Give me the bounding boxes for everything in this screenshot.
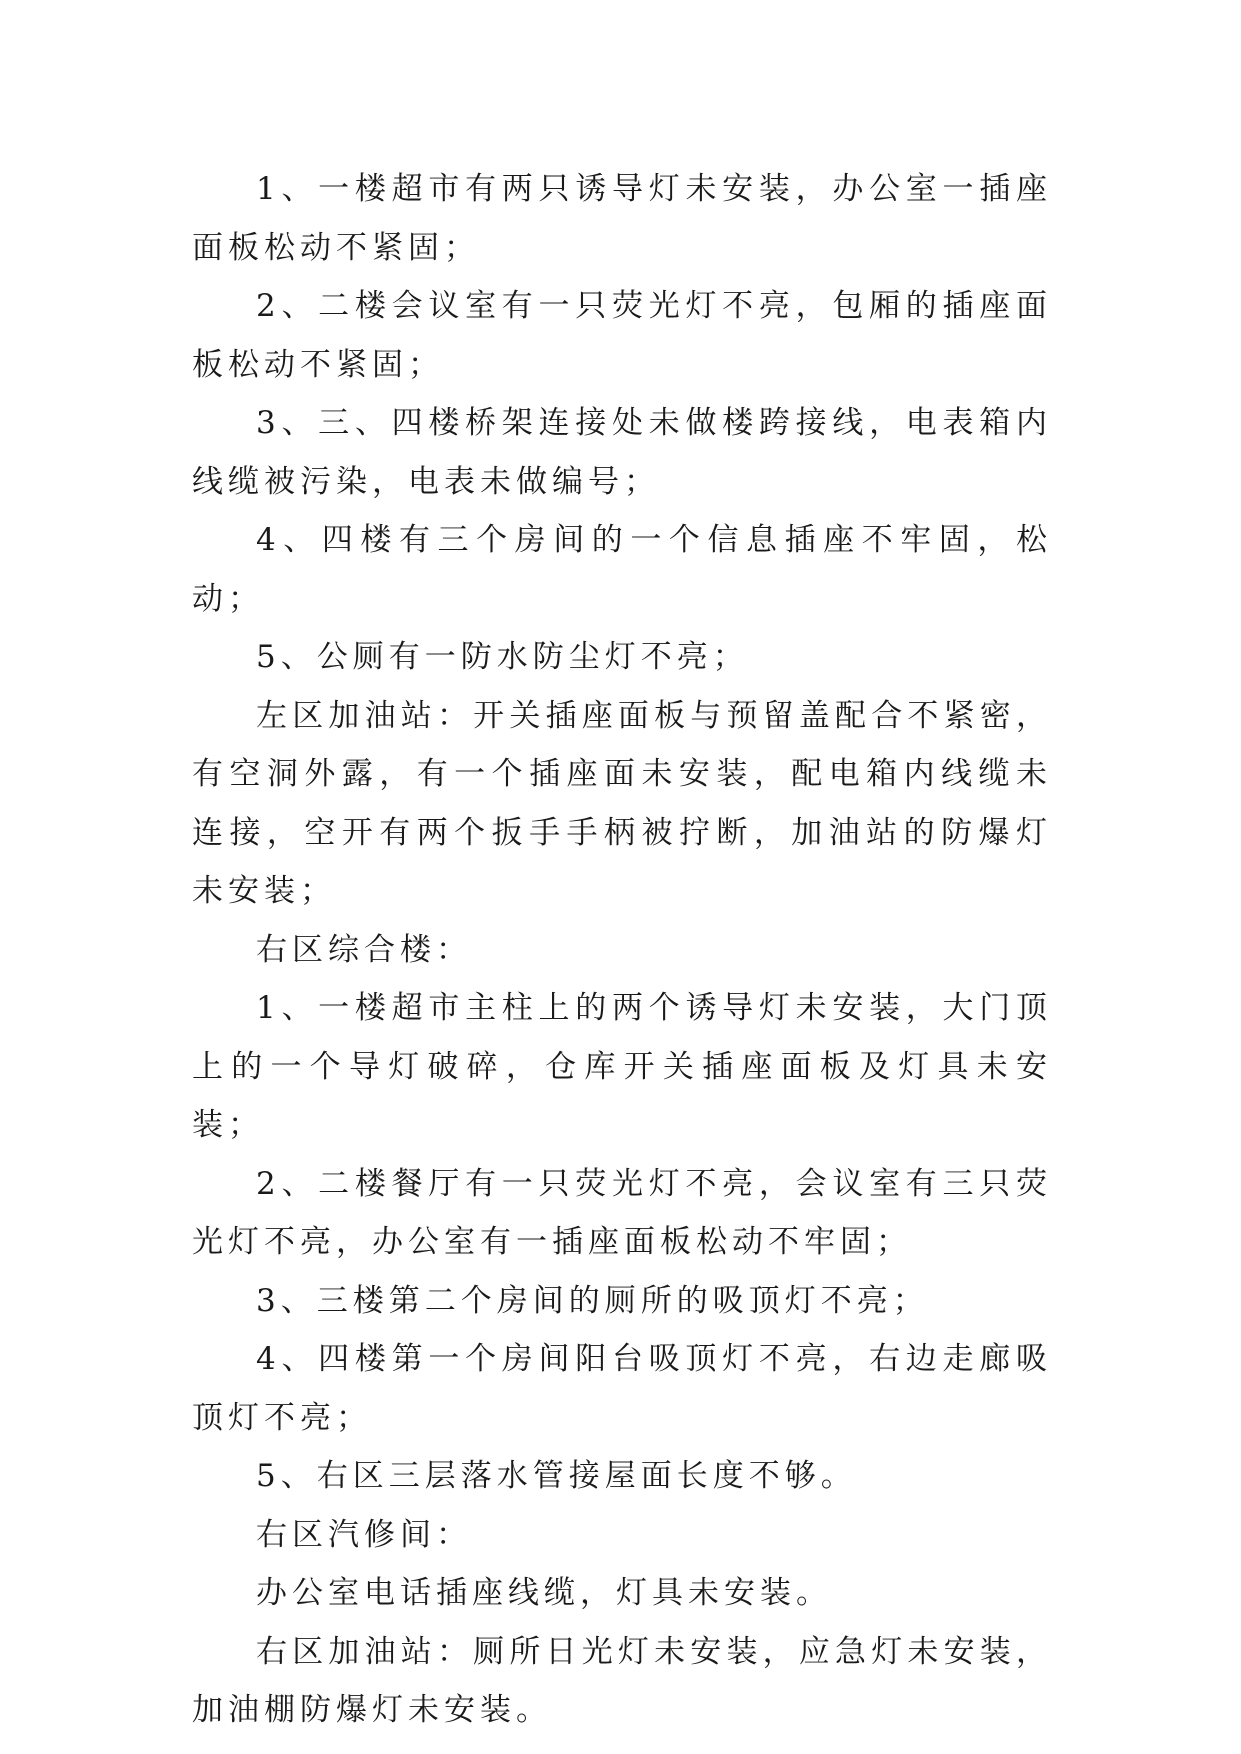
paragraph-left-gas-station: 左区加油站：开关插座面板与预留盖配合不紧密，有空洞外露，有一个插座面未安装，配电箱内线缆未连接，空开有两个扳手手柄被拧断，加油站的防爆灯未安装； <box>192 697 1052 909</box>
paragraph-1: 1、一楼超市有两只诱导灯未安装，办公室一插座面板松动不紧固； <box>192 171 1052 266</box>
paragraph-right-1: 1、一楼超市主柱上的两个诱导灯未安装，大门顶上的一个导灯破碎，仓库开关插座面板及灯具未安装； <box>192 990 1052 1143</box>
paragraph-right-4: 4、四楼第一个房间阳台吸顶灯不亮，右边走廊吸顶灯不亮； <box>192 1341 1052 1436</box>
paragraph-4: 4、四楼有三个房间的一个信息插座不牢固，松动； <box>192 522 1052 617</box>
heading-right-complex-building: 右区综合楼： <box>256 931 472 968</box>
paragraph-5: 5、公厕有一防水防尘灯不亮； <box>256 639 749 675</box>
paragraph-repair-shop: 办公室电话插座线缆，灯具未安装。 <box>256 1575 832 1611</box>
heading-right-repair-shop: 右区汽修间： <box>256 1516 472 1553</box>
paragraph-right-3: 3、三楼第二个房间的厕所的吸顶灯不亮； <box>256 1282 929 1319</box>
paragraph-right-gas-station: 右区加油站：厕所日光灯未安装，应急灯未安装，加油棚防爆灯未安装。 <box>192 1633 1052 1728</box>
paragraph-3: 3、三、四楼桥架连接处未做楼跨接线，电表箱内线缆被污染，电表未做编号； <box>192 405 1052 500</box>
document-body <box>192 160 1052 1740</box>
paragraph-right-2: 2、二楼餐厅有一只荧光灯不亮，会议室有三只荧光灯不亮，办公室有一插座面板松动不牢固； <box>192 1165 1052 1260</box>
paragraph-right-5: 5、右区三层落水管接屋面长度不够。 <box>256 1458 857 1494</box>
paragraph-2: 2、二楼会议室有一只荧光灯不亮，包厢的插座面板松动不紧固； <box>192 288 1052 383</box>
